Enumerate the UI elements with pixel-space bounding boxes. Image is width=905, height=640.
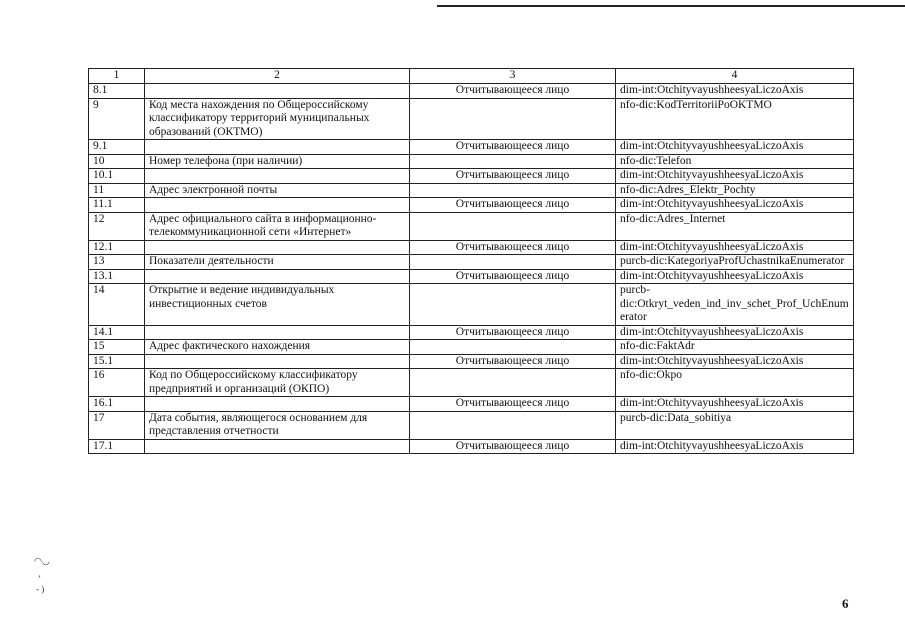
cell-desc [145, 325, 410, 340]
cell-subject: Отчитывающееся лицо [410, 140, 616, 155]
table-row [89, 212, 854, 240]
cell-num: 15 [89, 340, 145, 355]
cell-element: dim-int:OtchityvayushheesyaLiczoAxis [616, 354, 854, 369]
cell-subject [410, 255, 616, 270]
cell-subject [410, 183, 616, 198]
cell-num: 17.1 [89, 439, 145, 454]
table-row [89, 169, 854, 184]
cell-num: 16.1 [89, 397, 145, 412]
cell-element: dim-int:OtchityvayushheesyaLiczoAxis [616, 397, 854, 412]
scan-mark: - ) [36, 584, 45, 594]
cell-num: 11 [89, 183, 145, 198]
table-row [89, 284, 854, 326]
cell-element: dim-int:OtchityvayushheesyaLiczoAxis [616, 240, 854, 255]
cell-subject: Отчитывающееся лицо [410, 84, 616, 99]
cell-desc: Показатели деятельности [145, 255, 410, 270]
cell-element: dim-int:OtchityvayushheesyaLiczoAxis [616, 269, 854, 284]
cell-desc: Номер телефона (при наличии) [145, 154, 410, 169]
cell-subject [410, 411, 616, 439]
table-body [89, 84, 854, 454]
cell-element: dim-int:OtchityvayushheesyaLiczoAxis [616, 325, 854, 340]
cell-element: purcb-dic:KategoriyaProfUchastnikaEnumerator [616, 255, 854, 270]
cell-element: nfo-dic:Telefon [616, 154, 854, 169]
cell-num: 17 [89, 411, 145, 439]
cell-subject [410, 284, 616, 326]
cell-num: 11.1 [89, 198, 145, 213]
cell-element: dim-int:OtchityvayushheesyaLiczoAxis [616, 169, 854, 184]
cell-desc [145, 84, 410, 99]
cell-element: nfo-dic:Okpo [616, 369, 854, 397]
header-col-4: 4 [616, 69, 854, 84]
table-row [89, 154, 854, 169]
table-row [89, 411, 854, 439]
table-row [89, 325, 854, 340]
cell-num: 8.1 [89, 84, 145, 99]
cell-element: dim-int:OtchityvayushheesyaLiczoAxis [616, 140, 854, 155]
cell-num: 9.1 [89, 140, 145, 155]
cell-subject: Отчитывающееся лицо [410, 198, 616, 213]
header-col-1: 1 [89, 69, 145, 84]
table-row [89, 140, 854, 155]
cell-element: purcb-dic:Otkryt_veden_ind_inv_schet_Prof_UchEnumerator [616, 284, 854, 326]
table-row [89, 340, 854, 355]
header-col-2: 2 [145, 69, 410, 84]
top-rule [437, 5, 905, 7]
table-row [89, 369, 854, 397]
header-col-3: 3 [410, 69, 616, 84]
page-number: 6 [842, 596, 849, 611]
cell-desc [145, 140, 410, 155]
cell-num: 13 [89, 255, 145, 270]
cell-subject [410, 369, 616, 397]
cell-num: 12 [89, 212, 145, 240]
cell-element: dim-int:OtchityvayushheesyaLiczoAxis [616, 439, 854, 454]
cell-desc: Открытие и ведение индивидуальных инвестиционных счетов [145, 284, 410, 326]
cell-element: nfo-dic:Adres_Elektr_Pochty [616, 183, 854, 198]
cell-element: nfo-dic:KodTerritoriiPoOKTMO [616, 98, 854, 140]
data-table [88, 68, 854, 454]
table-row [89, 397, 854, 412]
cell-desc: Адрес электронной почты [145, 183, 410, 198]
cell-desc [145, 169, 410, 184]
table-row [89, 354, 854, 369]
cell-num: 12.1 [89, 240, 145, 255]
cell-subject: Отчитывающееся лицо [410, 269, 616, 284]
cell-desc [145, 397, 410, 412]
table-row [89, 439, 854, 454]
cell-element: dim-int:OtchityvayushheesyaLiczoAxis [616, 84, 854, 99]
header-row [89, 69, 854, 84]
cell-desc: Адрес официального сайта в информационно-телекоммуникационной сети «Интернет» [145, 212, 410, 240]
cell-subject: Отчитывающееся лицо [410, 354, 616, 369]
cell-desc [145, 354, 410, 369]
cell-subject: Отчитывающееся лицо [410, 325, 616, 340]
cell-element: nfo-dic:Adres_Internet [616, 212, 854, 240]
cell-subject [410, 154, 616, 169]
cell-desc [145, 439, 410, 454]
scan-mark: ◠◡ [34, 556, 50, 566]
cell-num: 15.1 [89, 354, 145, 369]
cell-subject: Отчитывающееся лицо [410, 169, 616, 184]
cell-num: 9 [89, 98, 145, 140]
cell-num: 10 [89, 154, 145, 169]
cell-num: 13.1 [89, 269, 145, 284]
cell-element: nfo-dic:FaktAdr [616, 340, 854, 355]
table-row [89, 255, 854, 270]
cell-subject [410, 212, 616, 240]
table-row [89, 240, 854, 255]
cell-desc [145, 269, 410, 284]
cell-desc: Адрес фактического нахождения [145, 340, 410, 355]
scan-mark: ’ [38, 574, 41, 584]
cell-num: 14 [89, 284, 145, 326]
cell-desc: Код по Общероссийскому классификатору предприятий и организаций (ОКПО) [145, 369, 410, 397]
cell-desc: Дата события, являющегося основанием для представления отчетности [145, 411, 410, 439]
cell-desc: Код места нахождения по Общероссийскому классификатору территорий муниципальных образований (ОКТМО) [145, 98, 410, 140]
cell-desc [145, 240, 410, 255]
table-row [89, 98, 854, 140]
cell-num: 10.1 [89, 169, 145, 184]
cell-desc [145, 198, 410, 213]
cell-element: purcb-dic:Data_sobitiya [616, 411, 854, 439]
cell-subject [410, 98, 616, 140]
cell-subject [410, 340, 616, 355]
table-row [89, 198, 854, 213]
cell-num: 14.1 [89, 325, 145, 340]
table-row [89, 84, 854, 99]
cell-subject: Отчитывающееся лицо [410, 240, 616, 255]
cell-element: dim-int:OtchityvayushheesyaLiczoAxis [616, 198, 854, 213]
table-row [89, 183, 854, 198]
cell-subject: Отчитывающееся лицо [410, 439, 616, 454]
cell-num: 16 [89, 369, 145, 397]
table-row [89, 269, 854, 284]
cell-subject: Отчитывающееся лицо [410, 397, 616, 412]
